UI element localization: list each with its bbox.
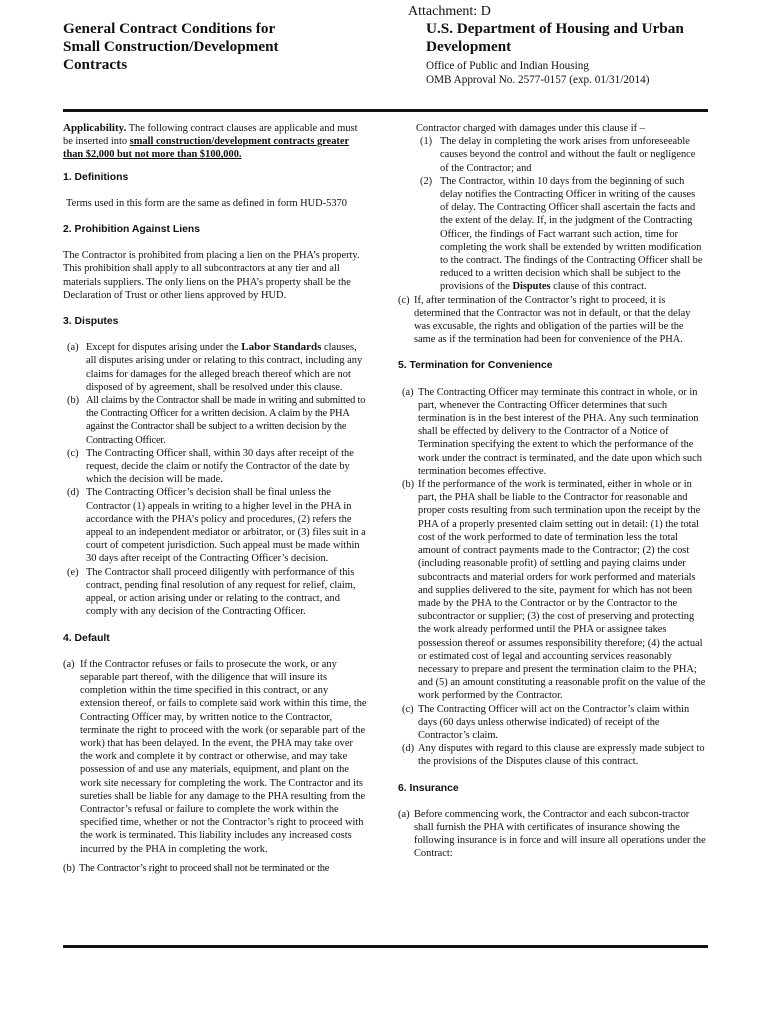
attachment-label: Attachment: D <box>408 4 491 19</box>
item-text: Any disputes with regard to this clause are expressly made subject to the provisions of the Disputes clause of this contract. <box>418 743 705 768</box>
item-label: (b) <box>63 862 76 874</box>
default-item-b <box>63 862 368 875</box>
item-text: The Contractor shall proceed diligently with performance of this contract, pending final resolution of any request for relief, claim, appeal, or action arising under or relating to the contract, and comply with any decision of the Contracting Officer. <box>86 566 356 618</box>
form-title <box>63 20 393 74</box>
left-column <box>63 122 368 875</box>
item-label: (1) <box>420 136 433 148</box>
bottom-rule <box>63 945 708 948</box>
item-text: The Contracting Officer shall, within 30 days after receipt of the request, decide the claim or notify the Contractor of the date by which the decision will be made. <box>86 447 354 486</box>
default-item-b-continued: Contractor charged with damages under this clause if – <box>416 123 645 134</box>
item-label: (a) <box>63 658 75 670</box>
item-label: (a) <box>398 808 410 820</box>
top-rule <box>63 109 708 112</box>
item-text: The Contractor, within 10 days from the beginning of such delay notifies the Contracting Officer in writing of the causes of delay. The Contracting Officer shall ascertain the facts and the extent of the delay. If, in the judgment of the Contracting Officer, the findings of Fact warrant such action, time for completing the work shall be extended by written modification to the contract. The findings of the Contracting Officer shall be reduced to a written decision which shall be subject to the provisions of the Disputes clause of this contract. <box>440 175 703 293</box>
omb-approval: OMB Approval No. 2577-0157 (exp. 01/31/2014) <box>426 74 650 86</box>
disputes-item-c <box>63 447 368 487</box>
disputes-item-a <box>63 341 368 394</box>
item-text: Except for disputes arising under the Labor Standards clauses, all disputes arising under or relating to this contract, including any claims for damages for the alleged breach thereof which are not disposed of by agreement, shall be resolved under this clause. <box>86 341 363 393</box>
disputes-item-e <box>63 566 368 619</box>
termination-item-c <box>398 703 706 743</box>
disputes-heading: 3. Disputes <box>63 316 119 328</box>
item-text: The Contractor’s right to proceed shall not be terminated or the <box>79 862 330 874</box>
form-title-line: General Contract Conditions for <box>63 20 276 37</box>
applicability-paragraph <box>63 122 368 162</box>
item-label: (2) <box>420 175 433 187</box>
liens-heading: 2. Prohibition Against Liens <box>63 224 201 236</box>
item-text: The Contracting Officer may terminate this contract in whole, or in part, whenever the Contracting Officer determines that such termination is in the best interest of the PHA. Any such termination shall be effected by delivery to the Contractor of a Notice of Termination specifying the extent to which the performance of the work under the contract is terminated, and the date upon which such termination becomes effective. <box>418 386 702 477</box>
item-label: (b) <box>402 479 415 491</box>
item-label: (d) <box>67 487 80 499</box>
item-label: (e) <box>67 566 79 578</box>
default-item-c <box>398 294 706 347</box>
item-text: If the performance of the work is terminated, either in whole or in part, the PHA shall be liable to the Contractor for reasonable and proper costs resulting from such termination upon the receipt by the PHA of a properly presented claim setting out in detail: (1) the total cost of the work performed to date of termination less the total amount of contract payments made to the Contractor; (2) the cost (including reasonable profit) of settling and paying claims under subcontracts and material orders for work performed and materials and supplies delivered to the site, payment for which has not been made by the PHA to the Contractor or by the Contractor to the subcontractor or supplier; (3) the cost of preserving and protecting the work already performed until the PHA or assignee takes possession thereof or assumes responsibility therefore; (4) the actual or estimated cost of legal and accounting services reasonably necessary to prepare and present the termination claim to the PHA; and (5) an amount constituting a reasonable profit on the value of the work performed by the Contractor. <box>418 479 706 702</box>
item-label: (c) <box>402 703 414 715</box>
default-item-a <box>63 658 368 856</box>
office-name: Office of Public and Indian Housing <box>426 60 589 72</box>
item-text: The Contracting Officer will act on the Contractor’s claim within days (60 days unless otherwise indicated) of receipt of the Contractor’s claim. <box>418 703 690 741</box>
termination-item-b <box>398 478 706 702</box>
termination-item-d <box>398 742 706 768</box>
applicability-text: The following contract clauses are applicable and must be inserted into <box>63 123 358 148</box>
item-text: The Contracting Officer’s decision shall be final unless the Contractor (1) appeals in writing to a higher level in the PHA in accordance with the PHA’s policy and procedures, (2) refers the appeal to an independent mediator or arbitrator, or (3) files suit in a court of competent jurisdiction. Such appeal must be made within 30 days after receipt of the Contracting Officer’s decision. <box>86 487 366 565</box>
item-label: (d) <box>402 743 415 755</box>
applicability-scope: small construction/development contracts greater than $2,000 but not more than $100,000. <box>63 136 350 161</box>
liens-text: The Contractor is prohibited from placing a lien on the PHA’s property. This prohibition shall apply to all subcontractors at any tier and all materials suppliers. The only liens on the PHA’s property shall be the Declaration of Trust or other liens approved by HUD. <box>63 250 360 301</box>
termination-item-a <box>398 386 706 478</box>
item-label: (c) <box>398 294 410 306</box>
item-label: (c) <box>67 447 79 459</box>
definitions-text: Terms used in this form are the same as defined in form HUD-5370 <box>66 197 347 209</box>
disputes-item-d <box>63 486 368 565</box>
item-text: If, after termination of the Contractor’s right to proceed, it is determined that the Contractor was not in default, or that the delay was excusable, the rights and obligation of the parties will be the same as if the termination had been for convenience of the PHA. <box>414 294 691 346</box>
item-label: (a) <box>402 386 414 398</box>
item-text: The delay in completing the work arises from unforeseeable causes beyond the control and without the fault or negligence of the Contractor; and <box>440 136 696 174</box>
agency-name-line: Development <box>426 38 512 55</box>
default-item-b1 <box>398 135 706 175</box>
form-title-line: Contracts <box>63 56 128 73</box>
insurance-item-a <box>398 808 706 861</box>
default-heading: 4. Default <box>63 632 110 644</box>
agency-name-line: U.S. Department of Housing and Urban <box>426 20 684 37</box>
definitions-heading: 1. Definitions <box>63 171 129 183</box>
disputes-item-b <box>63 394 368 447</box>
item-text: All claims by the Contractor shall be made in writing and submitted to the Contracting Officer for a written decision. A claim by the PHA against the Contractor shall be subject to a written decision by the Contracting Officer. <box>86 395 366 446</box>
default-item-b2 <box>398 175 706 294</box>
termination-heading: 5. Termination for Convenience <box>398 360 553 372</box>
item-text: If the Contractor refuses or fails to prosecute the work, or any separable part thereof, with the diligence that will insure its completion within the time specified in this contract, or any extension thereof, or fails to complete said work within this time, the Contracting Officer may, by written notice to the Contractor, terminate the right to proceed with the work (or separable part of the work) that has been delayed. In the event, the PHA may take over the work and complete it by contract or otherwise, and may take possession of and use any materials, equipment, and plant on the work site necessary for completing the work. The Contractor and its sureties shall be liable for any damage to the PHA resulting from the Contractor’s refusal or failure to complete the work within the specified time, whether or not the Contractor’s right to proceed with the work is terminated. This liability includes any increased costs incurred by the PHA in completing the work. <box>80 658 367 855</box>
insurance-heading: 6. Insurance <box>398 782 459 794</box>
right-column <box>398 122 706 861</box>
agency-name <box>426 20 756 56</box>
item-text: Before commencing work, the Contractor and each subcon-tractor shall furnish the PHA with certificates of insurance showing the following insurance is in force and will insure all operations under the Contract: <box>414 808 706 860</box>
item-label: (a) <box>67 342 79 354</box>
office-block <box>426 59 756 87</box>
item-label: (b) <box>67 395 80 407</box>
form-title-line: Small Construction/Development <box>63 38 279 55</box>
applicability-label: Applicability. <box>63 122 127 134</box>
